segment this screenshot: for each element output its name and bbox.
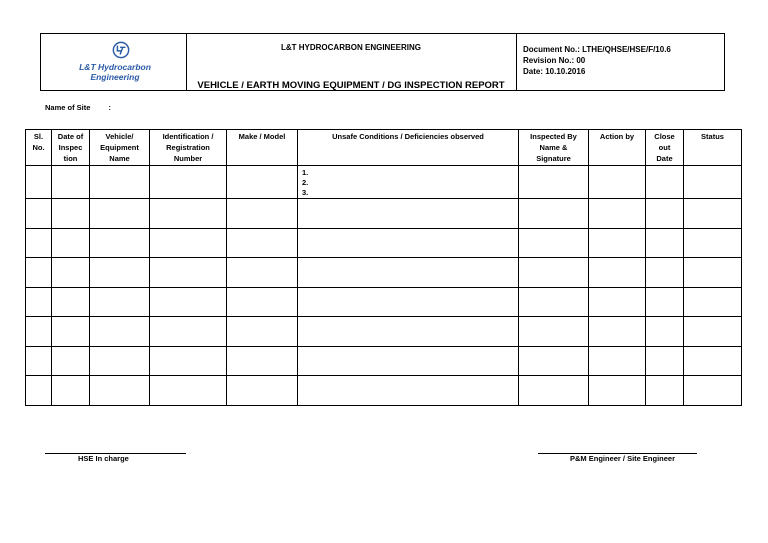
cell-status[interactable] [684, 199, 742, 229]
cell-date[interactable] [52, 199, 90, 229]
logo-text [47, 62, 183, 82]
cell-date[interactable] [52, 228, 90, 258]
hse-incharge-signature: HSE In charge [78, 454, 129, 463]
table-row [26, 166, 742, 199]
deficiency-item-number: 1. [302, 168, 309, 177]
column-header-vehicle: Vehicle/ Equipment Name [90, 130, 150, 166]
column-header-date: Date of Inspec tion [52, 130, 90, 166]
cell-make[interactable] [227, 346, 298, 376]
table-row [26, 317, 742, 347]
column-header-closeout: Close out Date [646, 130, 684, 166]
cell-make[interactable] [227, 317, 298, 347]
column-header-ident: Identification / Registration Number [150, 130, 227, 166]
cell-action[interactable] [589, 258, 646, 288]
cell-date[interactable] [52, 166, 90, 199]
cell-make[interactable] [227, 258, 298, 288]
cell-ident[interactable] [150, 166, 227, 199]
table-header-row [26, 130, 742, 166]
lt-logo-icon [112, 41, 130, 59]
column-header-make: Make / Model [227, 130, 298, 166]
cell-ident[interactable] [150, 258, 227, 288]
cell-date[interactable] [52, 287, 90, 317]
cell-date[interactable] [52, 346, 90, 376]
cell-ident[interactable] [150, 228, 227, 258]
cell-unsafe[interactable] [298, 199, 519, 229]
table-row [26, 376, 742, 406]
cell-status[interactable] [684, 376, 742, 406]
cell-unsafe[interactable] [298, 376, 519, 406]
table-row [26, 346, 742, 376]
cell-sl[interactable] [26, 166, 52, 199]
cell-action[interactable] [589, 346, 646, 376]
column-header-status: Status [684, 130, 742, 166]
cell-action[interactable] [589, 166, 646, 199]
cell-inspected[interactable] [519, 317, 589, 347]
cell-status[interactable] [684, 317, 742, 347]
cell-ident[interactable] [150, 346, 227, 376]
logo-text-line-1: L&T Hydrocarbon [79, 62, 151, 72]
revision-number: Revision No.: 00 [523, 56, 586, 65]
document-info [523, 44, 671, 77]
cell-closeout[interactable] [646, 376, 684, 406]
cell-status[interactable] [684, 287, 742, 317]
cell-date[interactable] [52, 258, 90, 288]
table-row [26, 228, 742, 258]
cell-vehicle[interactable] [90, 287, 150, 317]
cell-action[interactable] [589, 376, 646, 406]
document-number: Document No.: LTHE/QHSE/HSE/F/10.6 [523, 45, 671, 54]
cell-status[interactable] [684, 346, 742, 376]
deficiency-item-number: 2. [302, 178, 309, 187]
cell-ident[interactable] [150, 287, 227, 317]
cell-closeout[interactable] [646, 258, 684, 288]
cell-vehicle[interactable] [90, 258, 150, 288]
cell-unsafe[interactable] [298, 346, 519, 376]
cell-ident[interactable] [150, 317, 227, 347]
cell-inspected[interactable] [519, 228, 589, 258]
column-header-unsafe: Unsafe Conditions / Deficiencies observed [298, 130, 519, 166]
deficiency-item-number: 3. [302, 188, 309, 197]
title-cell [186, 34, 517, 90]
cell-unsafe[interactable] [298, 166, 519, 199]
cell-sl[interactable] [26, 287, 52, 317]
site-name-field [45, 103, 111, 112]
table-row [26, 199, 742, 229]
cell-closeout[interactable] [646, 317, 684, 347]
column-header-inspected: Inspected By Name & Signature [519, 130, 589, 166]
cell-vehicle[interactable] [90, 228, 150, 258]
cell-action[interactable] [589, 228, 646, 258]
cell-inspected[interactable] [519, 199, 589, 229]
cell-inspected[interactable] [519, 258, 589, 288]
cell-closeout[interactable] [646, 287, 684, 317]
cell-closeout[interactable] [646, 228, 684, 258]
column-header-sl: Sl. No. [26, 130, 52, 166]
cell-sl[interactable] [26, 228, 52, 258]
engineer-signature: P&M Engineer / Site Engineer [570, 454, 676, 463]
cell-vehicle[interactable] [90, 376, 150, 406]
cell-unsafe[interactable] [298, 287, 519, 317]
cell-inspected[interactable] [519, 376, 589, 406]
cell-make[interactable] [227, 287, 298, 317]
cell-unsafe[interactable] [298, 228, 519, 258]
cell-inspected[interactable] [519, 287, 589, 317]
report-title: VEHICLE / EARTH MOVING EQUIPMENT / DG INSPECTION REPORT [197, 80, 505, 91]
cell-unsafe[interactable] [298, 258, 519, 288]
cell-status[interactable] [684, 228, 742, 258]
table-row [26, 258, 742, 288]
cell-vehicle[interactable] [90, 166, 150, 199]
company-name: L&T HYDROCARBON ENGINEERING [280, 43, 421, 52]
table-row [26, 287, 742, 317]
cell-vehicle[interactable] [90, 317, 150, 347]
cell-date[interactable] [52, 376, 90, 406]
document-info-cell [516, 34, 724, 90]
cell-sl[interactable] [26, 346, 52, 376]
site-name-label: Name of Site [45, 103, 91, 112]
cell-make[interactable] [227, 228, 298, 258]
deficiency-list [298, 166, 518, 198]
cell-inspected[interactable] [519, 346, 589, 376]
cell-make[interactable] [227, 376, 298, 406]
cell-sl[interactable] [26, 199, 52, 229]
cell-action[interactable] [589, 199, 646, 229]
logo-text-line-2: Engineering [90, 72, 140, 82]
document-header [40, 33, 725, 91]
cell-closeout[interactable] [646, 199, 684, 229]
cell-closeout[interactable] [646, 346, 684, 376]
logo-cell [41, 34, 187, 90]
cell-date[interactable] [52, 317, 90, 347]
cell-status[interactable] [684, 258, 742, 288]
cell-status[interactable] [684, 166, 742, 199]
cell-vehicle[interactable] [90, 199, 150, 229]
cell-inspected[interactable] [519, 166, 589, 199]
cell-ident[interactable] [150, 376, 227, 406]
cell-vehicle[interactable] [90, 346, 150, 376]
cell-sl[interactable] [26, 317, 52, 347]
cell-make[interactable] [227, 166, 298, 199]
site-name-colon: : [108, 103, 111, 112]
cell-action[interactable] [589, 287, 646, 317]
cell-unsafe[interactable] [298, 317, 519, 347]
inspection-table [25, 129, 742, 406]
cell-sl[interactable] [26, 258, 52, 288]
document-date: Date: 10.10.2016 [523, 67, 586, 76]
cell-action[interactable] [589, 317, 646, 347]
cell-make[interactable] [227, 199, 298, 229]
cell-closeout[interactable] [646, 166, 684, 199]
column-header-action: Action by [589, 130, 646, 166]
cell-sl[interactable] [26, 376, 52, 406]
cell-ident[interactable] [150, 199, 227, 229]
